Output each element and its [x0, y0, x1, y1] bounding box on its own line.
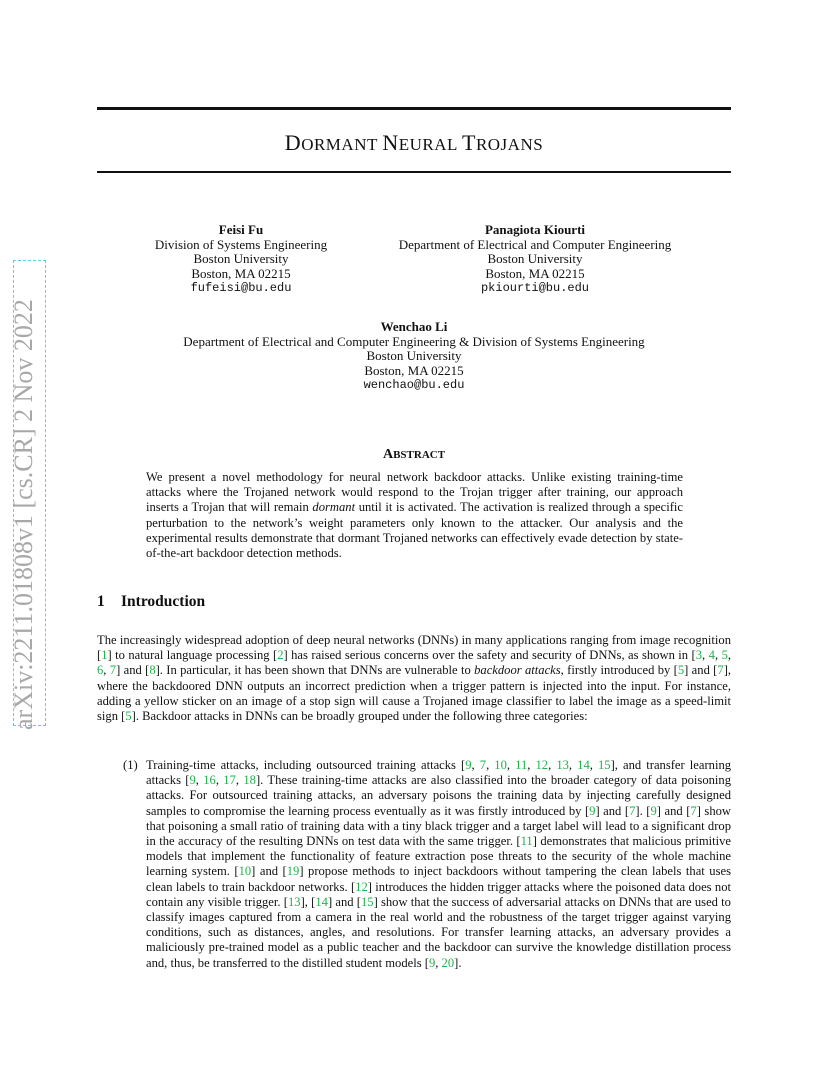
arxiv-stamp: arXiv:2211.01808v1 [cs.CR] 2 Nov 2022	[9, 299, 38, 730]
citation-link[interactable]: 2	[277, 648, 284, 663]
list-item-text: Training-time attacks, including outsourced training attacks [9, 7, 10, 11, 12, 13, 14, 15], and transfer learning attacks [9, 16, 17, 18]. These training-time attacks are also classified into the broader category of data poisoning attacks. For outsourced training attacks, an adversary poisons the training data by injecting carefully designed samples to compromise the learning process eventually as it was firstly introduced by [9] and [7]. [9] and [7] show that poisoning a small ratio of training data with a tiny black trigger and a target label will lead to a significant drop in the accuracy of the resulting DNNs on test data with the same trigger. [11] demonstrates that malicious primitive models that implement the functionality of feature extraction pose threats to the security of the whole machine learning system. [10] and [19] propose methods to inject backdoors without tampering the clean labels that uses clean labels to train backdoor networks. [12] introduces the hidden trigger attacks where the poisoned data does not contain any visible trigger. [13], [14] and [15] show that the success of adversarial attacks on DNNs that are used to classify images captured from a camera in the real world and the robustness of the target trigger against varying conditions, such as distances, angles, and resolutions. For transfer learning attacks, an adversary provides a maliciously pre-trained model as a public teacher and the backdoor can survive the knowledge distillation process and, thus, be transferred to the distilled student models [9, 20].	[146, 758, 732, 970]
citation-link[interactable]: 7	[109, 663, 117, 678]
paper-title: DORMANT NEURAL TROJANS	[284, 130, 544, 155]
citation-link[interactable]: 5	[125, 709, 132, 724]
citation-link[interactable]: 6	[97, 663, 104, 678]
citation-link[interactable]: 14	[577, 758, 590, 772]
citation-link[interactable]: 17	[223, 773, 236, 788]
citation-link[interactable]: 13	[556, 758, 569, 772]
author-dept: Department of Electrical and Computer Engineering	[398, 236, 672, 252]
citation-link[interactable]: 9	[465, 758, 472, 772]
citation-link[interactable]: 11	[515, 758, 528, 772]
list-item	[123, 758, 731, 971]
citation-link[interactable]: 12	[355, 879, 368, 894]
list-item-label: (1)	[123, 758, 138, 772]
abstract-text: We present a novel methodology for neural network backdoor attacks. Unlike existing training-time attacks where the Trojaned network would respond to the Trojan trigger after training, our approach inserts a Trojan that will remain dormant until it is activated. The activation is realized through a specific perturbation to the network’s weight parameters only known to the attacker. Our analysis and the experimental results demonstrate that dormant Trojaned networks can effectively evade detection by state-of-the-art backdoor detection methods.	[146, 470, 683, 561]
author-name: Wenchao Li	[380, 319, 448, 334]
author-name: Feisi Fu	[218, 222, 264, 237]
citation-link[interactable]: 5	[721, 648, 728, 663]
citation-link[interactable]: 9	[650, 803, 657, 818]
title-bottom-rule	[97, 171, 731, 173]
author-univ: Boston University	[193, 251, 289, 267]
author-block-3	[97, 320, 731, 393]
citation-link[interactable]: 3	[695, 648, 703, 663]
author-dept: Department of Electrical and Computer Engineering & Division of Systems Engineering	[183, 333, 645, 349]
author-name: Panagiota Kiourti	[484, 222, 586, 237]
citation-link[interactable]: 1	[101, 648, 108, 663]
citation-link[interactable]: 16	[203, 773, 216, 788]
citation-link[interactable]: 9	[189, 773, 196, 788]
author-city: Boston, MA 02215	[485, 265, 585, 281]
citation-link[interactable]: 19	[286, 864, 300, 879]
citation-link[interactable]: 14	[315, 894, 328, 909]
author-block-2	[380, 223, 690, 296]
author-dept: Division of Systems Engineering	[154, 236, 328, 252]
section-heading	[97, 593, 205, 611]
author-block-1	[126, 223, 356, 296]
citation-link[interactable]: 10	[238, 864, 252, 879]
section-number: 1	[97, 593, 105, 610]
citation-link[interactable]: 7	[690, 803, 697, 818]
intro-paragraph: The increasingly widespread adoption of deep neural networks (DNNs) in many applications ranging from image recognition [1] to natural language processing [2] has raised serious concerns over the safety and security of DNNs, as shown in [3, 4, 5, 6, 7] and [8]. In particular, it has been shown that DNNs are vulnerable to backdoor attacks, firstly introduced by [5] and [7], where the backdoored DNN outputs an incorrect prediction when a trigger pattern is injected into the input. For instance, adding a yellow sticker on an image of a stop sign will cause a Trojaned image classifier to label the image as a speed-limit sign [5]. Backdoor attacks in DNNs can be broadly grouped under the following three categories:	[97, 633, 732, 724]
citation-link[interactable]: 7	[479, 758, 487, 772]
section-title: Introduction	[121, 593, 206, 610]
citation-link[interactable]: 5	[677, 663, 685, 678]
author-univ: Boston University	[487, 251, 583, 267]
citation-link[interactable]: 15	[597, 758, 611, 772]
citation-link[interactable]: 4	[708, 648, 715, 663]
title-top-rule	[97, 107, 731, 110]
citation-link[interactable]: 8	[149, 663, 156, 678]
citation-link[interactable]: 9	[589, 803, 596, 818]
author-email[interactable]: pkiourti@bu.edu	[480, 281, 590, 296]
author-city: Boston, MA 02215	[364, 362, 464, 378]
author-email[interactable]: wenchao@bu.edu	[363, 378, 465, 393]
citation-link[interactable]: 9	[428, 955, 436, 970]
abstract-heading: ABSTRACT	[382, 447, 446, 462]
citation-link[interactable]: 12	[535, 758, 549, 772]
citation-link[interactable]: 7	[629, 803, 636, 818]
citation-link[interactable]: 13	[287, 894, 301, 909]
author-city: Boston, MA 02215	[191, 265, 291, 281]
author-univ: Boston University	[366, 348, 462, 364]
citation-link[interactable]: 11	[520, 834, 533, 849]
citation-link[interactable]: 15	[360, 894, 374, 909]
citation-link[interactable]: 7	[717, 663, 724, 678]
citation-link[interactable]: 18	[243, 773, 256, 788]
author-email[interactable]: fufeisi@bu.edu	[190, 281, 292, 296]
citation-link[interactable]: 10	[494, 758, 507, 772]
citation-link[interactable]: 20	[441, 955, 455, 970]
